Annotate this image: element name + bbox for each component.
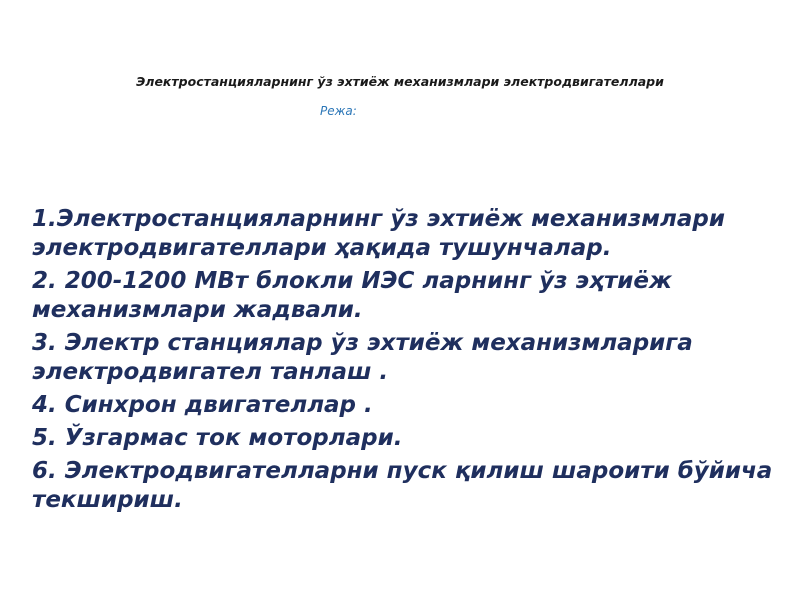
plan-item-4: 4. Синхрон двигателлар . bbox=[32, 392, 373, 418]
plan-item-5: 5. Ўзгармас ток моторлари. bbox=[32, 425, 403, 451]
plan-item-3: 3. Электр станциялар ўз эхтиёж механизмларига электродвигател танлаш . bbox=[32, 330, 693, 385]
plan-item-1: 1.Электростанцияларнинг ўз эхтиёж механизмлари электродвигателлари ҳақида тушунчалар. bbox=[32, 206, 725, 261]
plan-heading: Режа: bbox=[320, 104, 357, 118]
plan-item-2: 2. 200-1200 МВт блокли ИЭС ларнинг ўз эҳтиёж механизмлари жадвали. bbox=[32, 268, 672, 323]
plan-list bbox=[32, 205, 782, 519]
slide-title: Электростанцияларнинг ўз эхтиёж механизмлари электродвигателлари bbox=[136, 74, 664, 89]
plan-item-6: 6. Электродвигателларни пуск қилиш шароити бўйича текшириш. bbox=[32, 458, 773, 513]
